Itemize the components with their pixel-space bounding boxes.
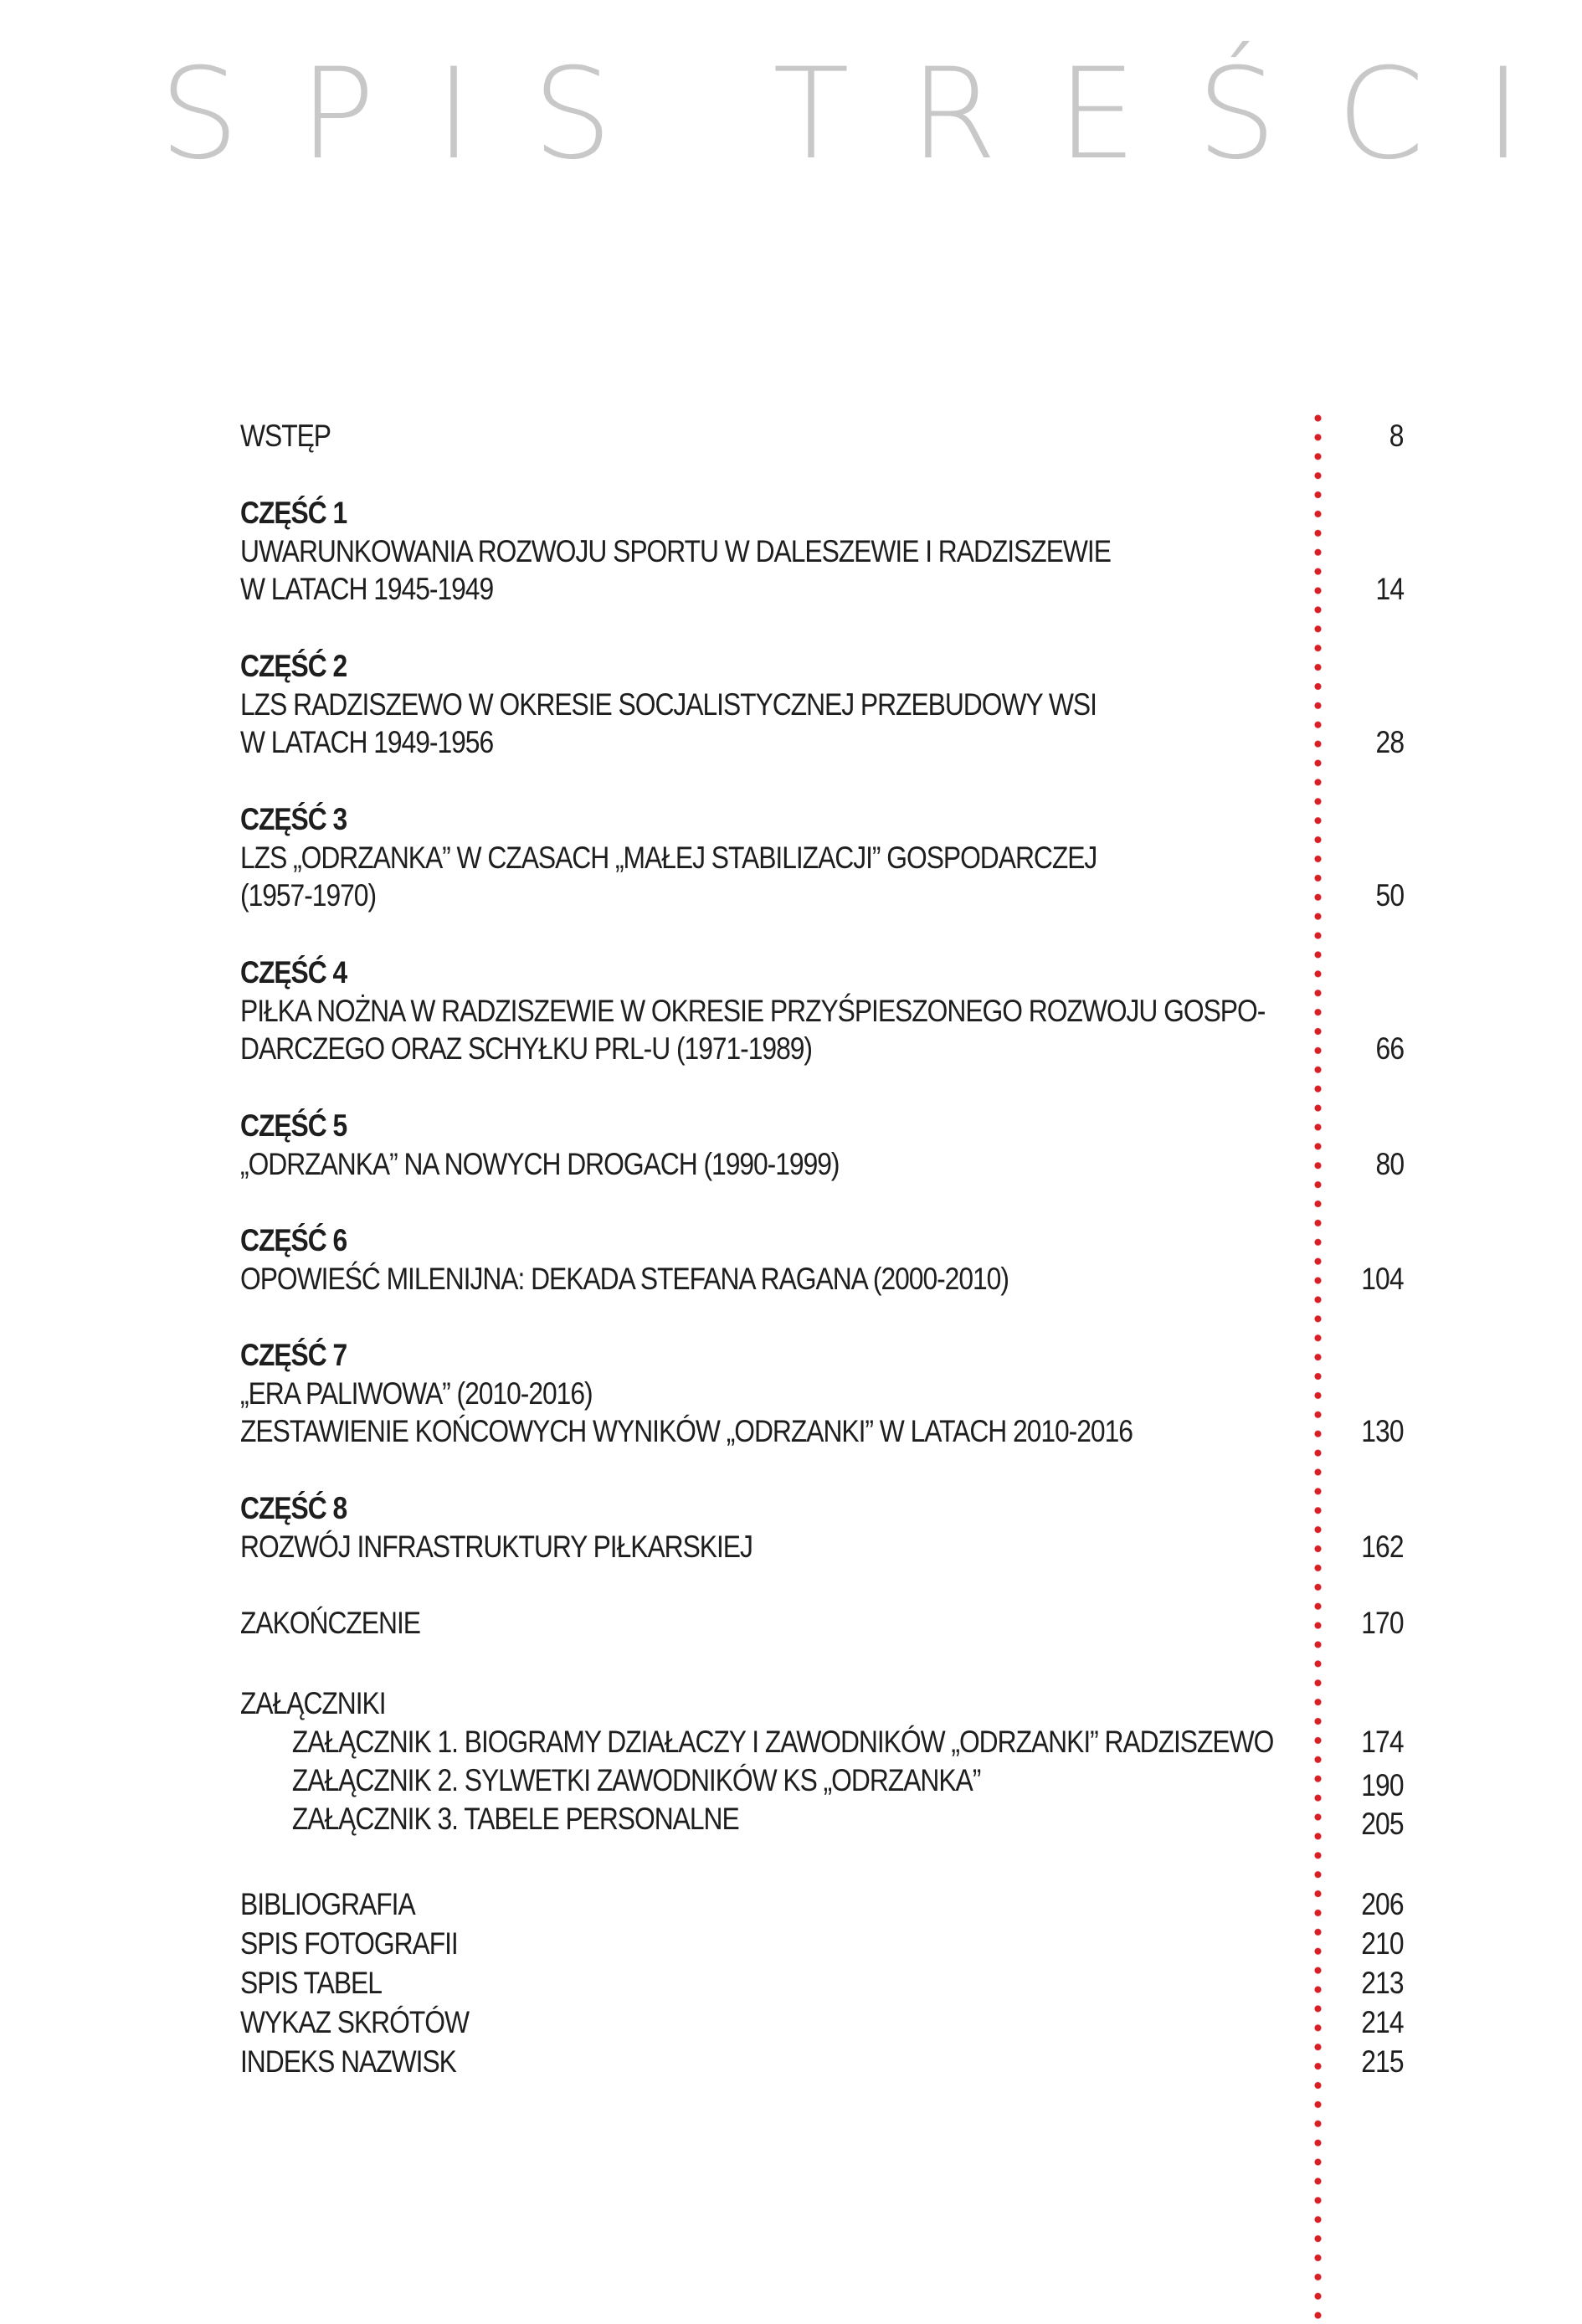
toc-entry-title: INDEKS NAZWISK [240,2044,456,2079]
part-label: CZĘŚĆ 3 [240,802,347,836]
toc-entry-indeks-nazwisk[interactable] [240,2043,1404,2081]
part-title-line: UWARUNKOWANIA ROZWOJU SPORTU W DALESZEWIE I RADZISZEWIE [240,533,1111,568]
toc-entry-part-8[interactable] [240,1489,1404,1566]
toc-entry-part-2[interactable] [240,647,1404,762]
part-title-line: PIŁKA NOŻNA W RADZISZEWIE W OKRESIE PRZYŚPIESZONEGO ROZWOJU GOSPO- [240,993,1266,1028]
toc-entry-title: ZAŁĄCZNIKI [240,1686,386,1720]
part-label: CZĘŚĆ 8 [240,1491,347,1525]
toc-page-number: 170 [1361,1606,1404,1640]
toc-entry-zakonczenie[interactable] [240,1604,1404,1643]
toc-page-number: 28 [1375,725,1404,759]
toc-page-number: 66 [1375,1031,1404,1066]
toc-entry-title: WYKAZ SKRÓTÓW [240,2005,469,2039]
toc-page-number: 210 [1361,1926,1404,1961]
toc-page-number: 190 [1361,1768,1404,1802]
part-title-line: „ERA PALIWOWA” (2010-2016) [240,1375,593,1411]
toc-entry-zalaczniki[interactable] [240,1684,1404,1723]
toc-entry-part-3[interactable] [240,800,1404,915]
toc-entry-part-6[interactable] [240,1221,1404,1298]
toc-entry-zalacznik-2[interactable] [240,1761,1404,1800]
part-label: CZĘŚĆ 6 [240,1223,347,1257]
appendix-title: ZAŁĄCZNIK 3. TABELE PERSONALNE [291,1802,739,1836]
toc-page-number: 205 [1361,1807,1404,1841]
part-title-line: OPOWIEŚĆ MILENIJNA: DEKADA STEFANA RAGANA (2000-2010) [240,1261,1009,1296]
part-title-line: „ODRZANKA” NA NOWYCH DROGACH (1990-1999) [240,1146,840,1181]
toc-entry-part-5[interactable] [240,1107,1404,1183]
toc-page-number: 213 [1361,1966,1404,2000]
toc-entry-title: SPIS TABEL [240,1966,382,2000]
toc-page-number: 162 [1361,1529,1404,1564]
part-label: CZĘŚĆ 4 [240,955,347,990]
toc-entry-wykaz-skrotow[interactable] [240,2003,1404,2042]
part-title-line: W LATACH 1945-1949 [240,572,494,606]
toc-entry-title: SPIS FOTOGRAFII [240,1926,458,1961]
toc-entry-title: ZAKOŃCZENIE [240,1606,420,1640]
part-title-line: ROZWÓJ INFRASTRUKTURY PIŁKARSKIEJ [240,1529,752,1564]
toc-entry-spis-tabel[interactable] [240,1964,1404,2003]
part-title-line: (1957-1970) [240,878,377,913]
part-label: CZĘŚĆ 5 [240,1108,347,1143]
toc-page-number: 174 [1361,1725,1404,1759]
toc-entry-spis-fotografii[interactable] [240,1925,1404,1963]
toc-page-number: 14 [1375,572,1404,606]
toc-page-number: 80 [1375,1146,1404,1181]
part-label: CZĘŚĆ 2 [240,649,347,683]
toc-page-number: 104 [1361,1261,1404,1296]
toc-page-number: 130 [1361,1414,1404,1448]
toc-entry-wstep[interactable] [240,417,1404,455]
page-title: SPIS TREŚCI [159,42,1582,188]
toc-entry-part-4[interactable] [240,954,1404,1068]
part-title-line: DARCZEGO ORAZ SCHYŁKU PRL-U (1971-1989) [240,1031,812,1066]
toc-page-number: 214 [1361,2005,1404,2039]
toc-page-number: 215 [1361,2044,1404,2079]
toc-entry-title: WSTĘP [240,419,331,453]
appendix-title: ZAŁĄCZNIK 2. SYLWETKI ZAWODNIKÓW KS „ODRZANKA” [291,1763,981,1797]
part-title-line: LZS RADZISZEWO W OKRESIE SOCJALISTYCZNEJ PRZEBUDOWY WSI [240,686,1097,722]
toc-entry-zalacznik-3[interactable] [240,1800,1404,1841]
part-label: CZĘŚĆ 7 [240,1338,347,1372]
part-title-line: W LATACH 1949-1956 [240,725,494,759]
part-title-line: ZESTAWIENIE KOŃCOWYCH WYNIKÓW „ODRZANKI” W LATACH 2010-2016 [240,1414,1133,1448]
toc-entry-part-7[interactable] [240,1336,1404,1451]
toc-entry-zalacznik-1[interactable] [240,1723,1404,1761]
toc-entry-part-1[interactable] [240,494,1404,609]
appendix-title: ZAŁĄCZNIK 1. BIOGRAMY DZIAŁACZY I ZAWODNIKÓW „ODRZANKI” RADZISZEWO [291,1725,1274,1759]
toc-page-number: 8 [1389,419,1404,453]
toc-entry-title: BIBLIOGRAFIA [240,1887,415,1921]
part-label: CZĘŚĆ 1 [240,496,347,530]
toc-page-number: 206 [1361,1887,1404,1921]
toc-page-number: 50 [1375,878,1404,913]
toc-entry-bibliografia[interactable] [240,1885,1404,1924]
part-title-line: LZS „ODRZANKA” W CZASACH „MAŁEJ STABILIZACJI” GOSPODARCZEJ [240,840,1097,875]
